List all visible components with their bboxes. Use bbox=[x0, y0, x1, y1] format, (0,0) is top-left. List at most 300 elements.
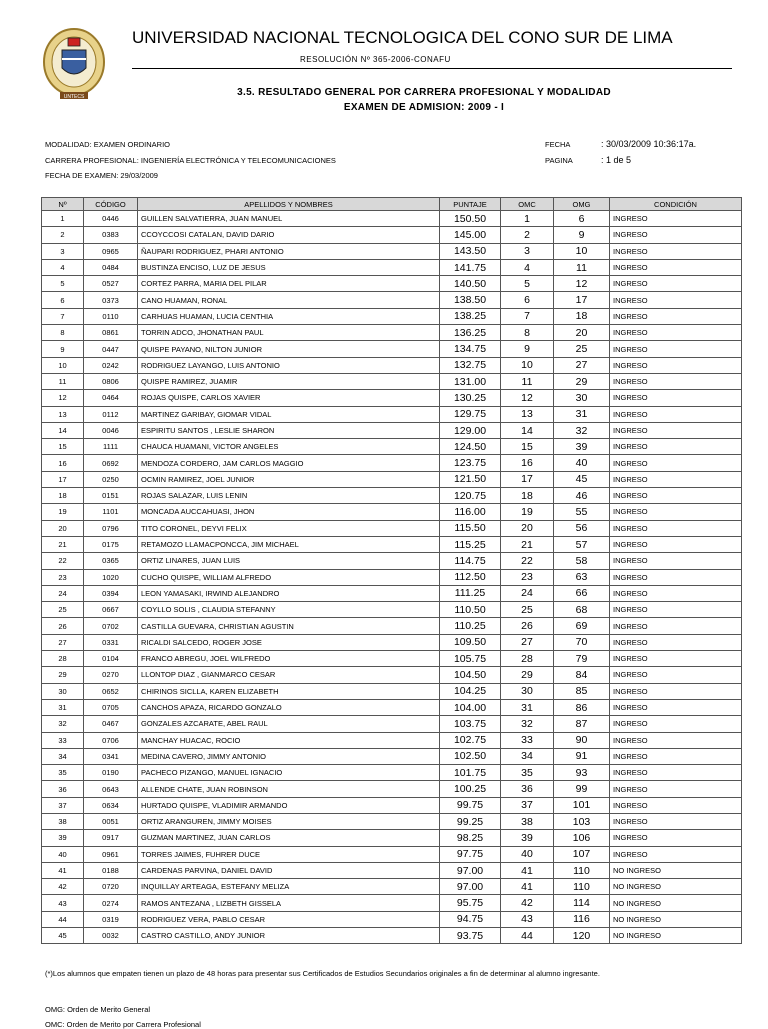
table-cell: 0467 bbox=[84, 716, 138, 732]
table-cell: FRANCO ABREGU, JOEL WILFREDO bbox=[138, 651, 440, 667]
table-cell: 101 bbox=[554, 797, 610, 813]
table-cell: 107 bbox=[554, 846, 610, 862]
table-cell: INGRESO bbox=[610, 422, 742, 438]
table-row bbox=[42, 667, 742, 683]
table-cell: ORTIZ LINARES, JUAN LUIS bbox=[138, 553, 440, 569]
table-cell: RICALDI SALCEDO, ROGER JOSE bbox=[138, 634, 440, 650]
table-cell: ORTIZ ARANGUREN, JIMMY MOISES bbox=[138, 813, 440, 829]
table-cell: 33 bbox=[42, 732, 84, 748]
table-cell: 115.50 bbox=[440, 520, 501, 536]
table-cell: INGRESO bbox=[610, 325, 742, 341]
table-cell: NO INGRESO bbox=[610, 911, 742, 927]
table-cell: ROJAS QUISPE, CARLOS XAVIER bbox=[138, 390, 440, 406]
table-row bbox=[42, 862, 742, 878]
table-cell: 0806 bbox=[84, 373, 138, 389]
table-cell: 120 bbox=[554, 928, 610, 944]
table-cell: 138.25 bbox=[440, 308, 501, 324]
table-row bbox=[42, 781, 742, 797]
table-cell: 32 bbox=[554, 422, 610, 438]
table-cell: 17 bbox=[501, 471, 554, 487]
table-cell: 105.75 bbox=[440, 651, 501, 667]
table-cell: 46 bbox=[554, 488, 610, 504]
table-cell: 97.75 bbox=[440, 846, 501, 862]
table-cell: INGRESO bbox=[610, 341, 742, 357]
table-cell: INGRESO bbox=[610, 488, 742, 504]
table-cell: INGRESO bbox=[610, 227, 742, 243]
table-row bbox=[42, 504, 742, 520]
col-header: CONDICIÓN bbox=[610, 198, 742, 211]
table-row bbox=[42, 536, 742, 552]
table-cell: CASTRO CASTILLO, ANDY JUNIOR bbox=[138, 928, 440, 944]
table-cell: 9 bbox=[501, 341, 554, 357]
table-cell: 93 bbox=[554, 765, 610, 781]
table-cell: 18 bbox=[554, 308, 610, 324]
table-cell: INGRESO bbox=[610, 813, 742, 829]
table-row bbox=[42, 813, 742, 829]
table-cell: 0484 bbox=[84, 259, 138, 275]
table-cell: 101.75 bbox=[440, 765, 501, 781]
table-cell: 112.50 bbox=[440, 569, 501, 585]
table-cell: 5 bbox=[501, 276, 554, 292]
table-cell: TORRIN ADCO, JHONATHAN PAUL bbox=[138, 325, 440, 341]
table-cell: 0250 bbox=[84, 471, 138, 487]
table-cell: INGRESO bbox=[610, 439, 742, 455]
table-cell: 99 bbox=[554, 781, 610, 797]
table-cell: 0270 bbox=[84, 667, 138, 683]
table-cell: 93.75 bbox=[440, 928, 501, 944]
table-row bbox=[42, 879, 742, 895]
table-cell: 110 bbox=[554, 862, 610, 878]
table-cell: 114 bbox=[554, 895, 610, 911]
table-cell: CARDENAS PARVINA, DANIEL DAVID bbox=[138, 862, 440, 878]
table-cell: LLONTOP DIAZ , GIANMARCO CESAR bbox=[138, 667, 440, 683]
table-cell: 9 bbox=[554, 227, 610, 243]
table-cell: 39 bbox=[554, 439, 610, 455]
table-cell: 20 bbox=[554, 325, 610, 341]
table-cell: 0861 bbox=[84, 325, 138, 341]
table-cell: 0341 bbox=[84, 748, 138, 764]
table-cell: 0051 bbox=[84, 813, 138, 829]
table-cell: 12 bbox=[554, 276, 610, 292]
table-cell: TORRES JAIMES, FUHRER DUCE bbox=[138, 846, 440, 862]
table-cell: 0242 bbox=[84, 357, 138, 373]
table-cell: 0634 bbox=[84, 797, 138, 813]
table-cell: 20 bbox=[42, 520, 84, 536]
table-row bbox=[42, 243, 742, 259]
table-cell: 29 bbox=[554, 373, 610, 389]
table-row bbox=[42, 471, 742, 487]
table-cell: 32 bbox=[42, 716, 84, 732]
table-cell: 27 bbox=[42, 634, 84, 650]
table-cell: 0705 bbox=[84, 699, 138, 715]
table-cell: 32 bbox=[501, 716, 554, 732]
table-row bbox=[42, 341, 742, 357]
table-cell: 145.00 bbox=[440, 227, 501, 243]
table-cell: PACHECO PIZANGO, MANUEL IGNACIO bbox=[138, 765, 440, 781]
table-cell: 114.75 bbox=[440, 553, 501, 569]
report-subtitle: EXAMEN DE ADMISION: 2009 - I bbox=[343, 102, 505, 113]
table-cell: 134.75 bbox=[440, 341, 501, 357]
table-cell: 29 bbox=[501, 667, 554, 683]
table-cell: 104.50 bbox=[440, 667, 501, 683]
table-row bbox=[42, 276, 742, 292]
col-header: OMC bbox=[501, 198, 554, 211]
table-cell: 91 bbox=[554, 748, 610, 764]
table-row bbox=[42, 651, 742, 667]
logo-text: UNTECS bbox=[63, 94, 85, 100]
table-cell: 0702 bbox=[84, 618, 138, 634]
table-cell: 103.75 bbox=[440, 716, 501, 732]
table-row bbox=[42, 488, 742, 504]
table-cell: INGRESO bbox=[610, 536, 742, 552]
table-cell: 36 bbox=[501, 781, 554, 797]
table-cell: 40 bbox=[42, 846, 84, 862]
table-cell: 4 bbox=[42, 259, 84, 275]
table-cell: 25 bbox=[554, 341, 610, 357]
table-cell: 12 bbox=[501, 390, 554, 406]
table-row bbox=[42, 602, 742, 618]
table-cell: 106 bbox=[554, 830, 610, 846]
table-row bbox=[42, 455, 742, 471]
table-cell: MANCHAY HUACAC, ROCIO bbox=[138, 732, 440, 748]
table-cell: 87 bbox=[554, 716, 610, 732]
col-header: PUNTAJE bbox=[440, 198, 501, 211]
table-cell: INGRESO bbox=[610, 765, 742, 781]
table-cell: 19 bbox=[42, 504, 84, 520]
table-cell: 41 bbox=[42, 862, 84, 878]
col-header: Nº bbox=[42, 198, 84, 211]
table-row bbox=[42, 683, 742, 699]
table-cell: INGRESO bbox=[610, 504, 742, 520]
table-row bbox=[42, 699, 742, 715]
fecha-examen: FECHA DE EXAMEN: 29/03/2009 bbox=[45, 171, 158, 180]
pagina-label: PAGINA bbox=[545, 156, 573, 165]
table-cell: 13 bbox=[501, 406, 554, 422]
table-cell: 33 bbox=[501, 732, 554, 748]
table-cell: 99.75 bbox=[440, 797, 501, 813]
table-cell: 1020 bbox=[84, 569, 138, 585]
table-cell: 0692 bbox=[84, 455, 138, 471]
table-row bbox=[42, 569, 742, 585]
table-cell: 1101 bbox=[84, 504, 138, 520]
table-row bbox=[42, 585, 742, 601]
table-cell: 0274 bbox=[84, 895, 138, 911]
table-cell: 10 bbox=[501, 357, 554, 373]
table-cell: ALLENDE CHATE, JUAN ROBINSON bbox=[138, 781, 440, 797]
table-cell: 35 bbox=[501, 765, 554, 781]
table-cell: 124.50 bbox=[440, 439, 501, 455]
table-cell: INGRESO bbox=[610, 618, 742, 634]
table-cell: 1 bbox=[42, 211, 84, 227]
omc-legend: OMC: Orden de Merito por Carrera Profesional bbox=[45, 1020, 201, 1029]
table-cell: 29 bbox=[42, 667, 84, 683]
table-cell: ÑAUPARI RODRIGUEZ, PHARI ANTONIO bbox=[138, 243, 440, 259]
table-cell: 19 bbox=[501, 504, 554, 520]
table-cell: 30 bbox=[554, 390, 610, 406]
table-cell: NO INGRESO bbox=[610, 879, 742, 895]
table-row bbox=[42, 439, 742, 455]
fecha-value: : 30/03/2009 10:36:17a. bbox=[601, 139, 697, 149]
table-row bbox=[42, 357, 742, 373]
table-cell: INGRESO bbox=[610, 602, 742, 618]
table-row bbox=[42, 422, 742, 438]
table-cell: 143.50 bbox=[440, 243, 501, 259]
table-cell: CHIRINOS SICLLA, KAREN ELIZABETH bbox=[138, 683, 440, 699]
table-cell: INGRESO bbox=[610, 406, 742, 422]
table-cell: 4 bbox=[501, 259, 554, 275]
table-row bbox=[42, 830, 742, 846]
table-cell: 39 bbox=[42, 830, 84, 846]
table-cell: 0447 bbox=[84, 341, 138, 357]
table-cell: 66 bbox=[554, 585, 610, 601]
table-row bbox=[42, 911, 742, 927]
table-row bbox=[42, 748, 742, 764]
table-cell: 39 bbox=[501, 830, 554, 846]
table-cell: 18 bbox=[501, 488, 554, 504]
table-row bbox=[42, 520, 742, 536]
table-cell: HURTADO QUISPE, VLADIMIR ARMANDO bbox=[138, 797, 440, 813]
table-cell: 27 bbox=[554, 357, 610, 373]
table-cell: INGRESO bbox=[610, 259, 742, 275]
table-cell: INGRESO bbox=[610, 634, 742, 650]
table-cell: LEON YAMASAKI, IRWIND ALEJANDRO bbox=[138, 585, 440, 601]
table-cell: 44 bbox=[42, 911, 84, 927]
table-cell: 109.50 bbox=[440, 634, 501, 650]
table-cell: CASTILLA GUEVARA, CHRISTIAN AGUSTIN bbox=[138, 618, 440, 634]
table-cell: MONCADA AUCCAHUASI, JHON bbox=[138, 504, 440, 520]
table-header bbox=[42, 198, 742, 211]
table-cell: 63 bbox=[554, 569, 610, 585]
table-cell: 0188 bbox=[84, 862, 138, 878]
table-cell: INGRESO bbox=[610, 732, 742, 748]
table-cell: 2 bbox=[42, 227, 84, 243]
fecha-label: FECHA bbox=[545, 140, 571, 149]
table-cell: GUILLEN SALVATIERRA, JUAN MANUEL bbox=[138, 211, 440, 227]
table-row bbox=[42, 308, 742, 324]
table-cell: 2 bbox=[501, 227, 554, 243]
table-cell: INGRESO bbox=[610, 716, 742, 732]
table-cell: 26 bbox=[42, 618, 84, 634]
table-cell: INGRESO bbox=[610, 520, 742, 536]
table-cell: 22 bbox=[42, 553, 84, 569]
table-cell: 55 bbox=[554, 504, 610, 520]
omg-legend: OMG: Orden de Merito General bbox=[45, 1005, 151, 1014]
table-cell: QUISPE RAMIREZ, JUAMIR bbox=[138, 373, 440, 389]
table-cell: 3 bbox=[42, 243, 84, 259]
table-cell: INGRESO bbox=[610, 797, 742, 813]
table-cell: 0046 bbox=[84, 422, 138, 438]
table-cell: 21 bbox=[501, 536, 554, 552]
table-cell: ESPIRITU SANTOS , LESLIE SHARON bbox=[138, 422, 440, 438]
col-header: APELLIDOS Y NOMBRES bbox=[138, 198, 440, 211]
table-cell: INGRESO bbox=[610, 667, 742, 683]
table-cell: 34 bbox=[42, 748, 84, 764]
table-cell: 14 bbox=[501, 422, 554, 438]
table-cell: GONZALES AZCARATE, ABEL RAUL bbox=[138, 716, 440, 732]
table-cell: 23 bbox=[42, 569, 84, 585]
table-cell: INGRESO bbox=[610, 276, 742, 292]
table-cell: 131.00 bbox=[440, 373, 501, 389]
table-cell: 25 bbox=[501, 602, 554, 618]
table-cell: INGRESO bbox=[610, 830, 742, 846]
table-cell: 121.50 bbox=[440, 471, 501, 487]
table-row bbox=[42, 325, 742, 341]
table-cell: 41 bbox=[501, 862, 554, 878]
table-cell: 34 bbox=[501, 748, 554, 764]
table-row bbox=[42, 259, 742, 275]
table-row bbox=[42, 292, 742, 308]
table-cell: BUSTINZA ENCISO, LUZ DE JESUS bbox=[138, 259, 440, 275]
table-cell: 16 bbox=[501, 455, 554, 471]
table-cell: 23 bbox=[501, 569, 554, 585]
table-cell: 37 bbox=[501, 797, 554, 813]
table-cell: 115.25 bbox=[440, 536, 501, 552]
table-cell: 129.75 bbox=[440, 406, 501, 422]
table-cell: INGRESO bbox=[610, 455, 742, 471]
table-cell: RODRIGUEZ VERA, PABLO CESAR bbox=[138, 911, 440, 927]
table-cell: 6 bbox=[554, 211, 610, 227]
table-cell: OCMIN RAMIREZ, JOEL JUNIOR bbox=[138, 471, 440, 487]
table-cell: 10 bbox=[554, 243, 610, 259]
table-row bbox=[42, 406, 742, 422]
table-cell: 18 bbox=[42, 488, 84, 504]
table-cell: 31 bbox=[554, 406, 610, 422]
table-cell: CANO HUAMAN, RONAL bbox=[138, 292, 440, 308]
table-cell: CUCHO QUISPE, WILLIAM ALFREDO bbox=[138, 569, 440, 585]
table-cell: QUISPE PAYANO, NILTON JUNIOR bbox=[138, 341, 440, 357]
table-cell: 0917 bbox=[84, 830, 138, 846]
table-cell: 45 bbox=[42, 928, 84, 944]
table-cell: 79 bbox=[554, 651, 610, 667]
table-cell: 123.75 bbox=[440, 455, 501, 471]
table-cell: 43 bbox=[501, 911, 554, 927]
table-cell: 110 bbox=[554, 879, 610, 895]
table-cell: 1111 bbox=[84, 439, 138, 455]
table-cell: 0796 bbox=[84, 520, 138, 536]
table-row bbox=[42, 846, 742, 862]
modalidad: MODALIDAD: EXAMEN ORDINARIO bbox=[45, 140, 171, 149]
table-cell: 116 bbox=[554, 911, 610, 927]
table-cell: 16 bbox=[42, 455, 84, 471]
table-cell: 94.75 bbox=[440, 911, 501, 927]
table-cell: 103 bbox=[554, 813, 610, 829]
table-cell: CORTEZ PARRA, MARIA DEL PILAR bbox=[138, 276, 440, 292]
table-cell: 0151 bbox=[84, 488, 138, 504]
table-cell: 27 bbox=[501, 634, 554, 650]
table-cell: INGRESO bbox=[610, 390, 742, 406]
table-cell: 0175 bbox=[84, 536, 138, 552]
table-cell: RAMOS ANTEZANA , LIZBETH GISSELA bbox=[138, 895, 440, 911]
table-body bbox=[42, 211, 742, 944]
table-cell: COYLLO SOLIS , CLAUDIA STEFANNY bbox=[138, 602, 440, 618]
table-cell: 5 bbox=[42, 276, 84, 292]
table-cell: 0446 bbox=[84, 211, 138, 227]
table-cell: 140.50 bbox=[440, 276, 501, 292]
table-cell: 57 bbox=[554, 536, 610, 552]
table-cell: 0331 bbox=[84, 634, 138, 650]
table-cell: 98.25 bbox=[440, 830, 501, 846]
table-cell: GUZMAN MARTINEZ, JUAN CARLOS bbox=[138, 830, 440, 846]
table-cell: 84 bbox=[554, 667, 610, 683]
table-cell: 43 bbox=[42, 895, 84, 911]
table-cell: 0032 bbox=[84, 928, 138, 944]
table-cell: 24 bbox=[42, 585, 84, 601]
table-cell: 85 bbox=[554, 683, 610, 699]
table-cell: INGRESO bbox=[610, 553, 742, 569]
table-cell: 0110 bbox=[84, 308, 138, 324]
table-cell: 0706 bbox=[84, 732, 138, 748]
table-row bbox=[42, 373, 742, 389]
table-cell: 45 bbox=[554, 471, 610, 487]
table-cell: 17 bbox=[42, 471, 84, 487]
table-cell: 0394 bbox=[84, 585, 138, 601]
table-cell: 8 bbox=[501, 325, 554, 341]
table-cell: MARTINEZ GARIBAY, GIOMAR VIDAL bbox=[138, 406, 440, 422]
resolution: RESOLUCIÓN Nº 365-2006-CONAFU bbox=[300, 55, 451, 64]
table-cell: 141.75 bbox=[440, 259, 501, 275]
table-cell: 136.25 bbox=[440, 325, 501, 341]
table-cell: 11 bbox=[501, 373, 554, 389]
table-cell: 17 bbox=[554, 292, 610, 308]
table-cell: 132.75 bbox=[440, 357, 501, 373]
table-cell: 0643 bbox=[84, 781, 138, 797]
table-cell: 30 bbox=[42, 683, 84, 699]
table-cell: 25 bbox=[42, 602, 84, 618]
table-cell: 99.25 bbox=[440, 813, 501, 829]
table-row bbox=[42, 732, 742, 748]
table-cell: RODRIGUEZ LAYANGO, LUIS ANTONIO bbox=[138, 357, 440, 373]
table-cell: CCOYCCOSI CATALAN, DAVID DARIO bbox=[138, 227, 440, 243]
table-row bbox=[42, 634, 742, 650]
table-cell: 0667 bbox=[84, 602, 138, 618]
table-cell: 7 bbox=[42, 308, 84, 324]
table-cell: 0319 bbox=[84, 911, 138, 927]
table-cell: 6 bbox=[42, 292, 84, 308]
table-cell: 0365 bbox=[84, 553, 138, 569]
table-cell: 20 bbox=[501, 520, 554, 536]
table-cell: INGRESO bbox=[610, 846, 742, 862]
table-cell: 11 bbox=[42, 373, 84, 389]
table-cell: 138.50 bbox=[440, 292, 501, 308]
table-cell: 100.25 bbox=[440, 781, 501, 797]
table-cell: 6 bbox=[501, 292, 554, 308]
table-cell: 111.25 bbox=[440, 585, 501, 601]
table-row bbox=[42, 553, 742, 569]
table-cell: 0965 bbox=[84, 243, 138, 259]
table-cell: 40 bbox=[554, 455, 610, 471]
table-cell: 15 bbox=[42, 439, 84, 455]
table-cell: 21 bbox=[42, 536, 84, 552]
table-cell: TITO CORONEL, DEYVI FELIX bbox=[138, 520, 440, 536]
table-cell: 26 bbox=[501, 618, 554, 634]
table-cell: 3 bbox=[501, 243, 554, 259]
table-cell: 28 bbox=[42, 651, 84, 667]
table-cell: 0720 bbox=[84, 879, 138, 895]
table-cell: MENDOZA CORDERO, JAM CARLOS MAGGIO bbox=[138, 455, 440, 471]
table-cell: 0190 bbox=[84, 765, 138, 781]
table-cell: 104.00 bbox=[440, 699, 501, 715]
table-cell: INGRESO bbox=[610, 373, 742, 389]
table-cell: INGRESO bbox=[610, 243, 742, 259]
table-row bbox=[42, 797, 742, 813]
table-row bbox=[42, 227, 742, 243]
table-cell: 97.00 bbox=[440, 879, 501, 895]
table-cell: 38 bbox=[501, 813, 554, 829]
table-cell: 31 bbox=[501, 699, 554, 715]
table-row bbox=[42, 390, 742, 406]
table-cell: INGRESO bbox=[610, 683, 742, 699]
table-cell: NO INGRESO bbox=[610, 862, 742, 878]
